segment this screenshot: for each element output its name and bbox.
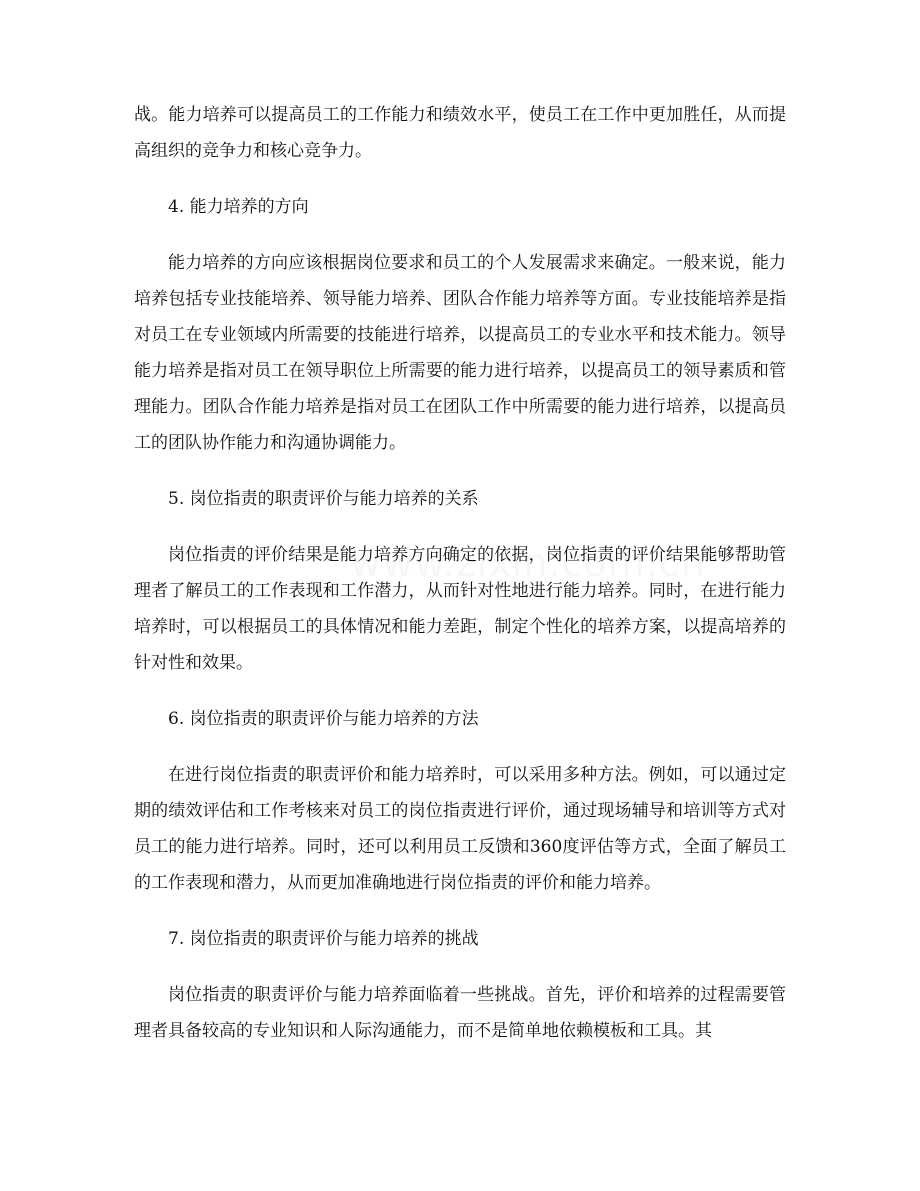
section-heading-6: 6. 岗位指责的职责评价与能力培养的方法 — [168, 709, 479, 729]
section-heading-5: 5. 岗位指责的职责评价与能力培养的关系 — [168, 489, 479, 509]
paragraph-section-4: 能力培养的方向应该根据岗位要求和员工的个人发展需求来确定。一般来说，能力培养包括专业技能培养、领导能力培养、团队合作能力培养等方面。专业技能培养是指对员工在专业领域内所需要的技能进行培养，以提高员工的专业水平和技术能力。领导能力培养是指对员工在领导职位上所需要的能力进行培养，以提高员工的领导素质和管理能力。团队合作能力培养是指对员工在团队工作中所需要的能力进行培养，以提高员工的团队协作能力和沟通协调能力。 — [134, 253, 786, 453]
paragraph-intro-continuation: 战。能力培养可以提高员工的工作能力和绩效水平，使员工在工作中更加胜任，从而提高组织的竞争力和核心竞争力。 — [134, 105, 786, 161]
section-heading-7: 7. 岗位指责的职责评价与能力培养的挑战 — [168, 929, 479, 949]
paragraph-section-5: 岗位指责的评价结果是能力培养方向确定的依据，岗位指责的评价结果能够帮助管理者了解员工的工作表现和工作潜力，从而针对性地进行能力培养。同时，在进行能力培养时，可以根据员工的具体情况和能力差距，制定个性化的培养方案，以提高培养的针对性和效果。 — [134, 545, 786, 673]
paragraph-section-7: 岗位指责的职责评价与能力培养面临着一些挑战。首先，评价和培养的过程需要管理者具备较高的专业知识和人际沟通能力，而不是简单地依赖模板和工具。其 — [134, 985, 786, 1041]
document-body — [134, 97, 786, 1049]
paragraph-section-6: 在进行岗位指责的职责评价和能力培养时，可以采用多种方法。例如，可以通过定期的绩效评估和工作考核来对员工的岗位指责进行评价，通过现场辅导和培训等方式对员工的能力进行培养。同时，还可以利用员工反馈和360度评估等方式，全面了解员工的工作表现和潜力，从而更加准确地进行岗位指责的评价和能力培养。 — [134, 765, 786, 893]
section-heading-4: 4. 能力培养的方向 — [168, 197, 309, 217]
